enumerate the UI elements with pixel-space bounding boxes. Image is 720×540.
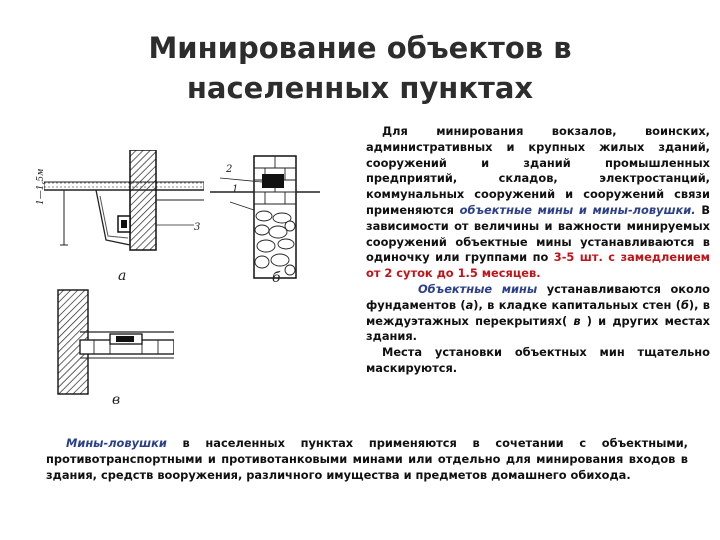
booby-traps-paragraph	[46, 436, 688, 483]
p1-highlight-quantity: 3-5 шт. с замедлением от 2 суток до 1.5 месяцев.	[366, 250, 710, 281]
p1-text-1: Для минирования вокзалов, воинских, административных и крупных жилых зданий, сооружений и зданий промышленных предприятий, складов, электростанций, коммунальных сооружений и сооружений связи применяются	[366, 124, 710, 217]
callout-1: 1	[232, 184, 239, 195]
p1-text-12: ) и других местах здания.	[366, 313, 710, 344]
p1-text-3: В зависимости от величины и важности минируемых сооружений объектные мины устанавливаются в одиночку или группами по	[366, 202, 711, 265]
dimension-label: 1—1,5м	[36, 168, 46, 205]
p1-text-10: ), в междуэтажных перекрытиях(	[366, 297, 710, 328]
p1-ref-c: в	[573, 313, 581, 328]
figure-a-label: а	[118, 268, 127, 284]
p1-ref-a: а	[465, 297, 474, 312]
figure-a-foundation	[44, 150, 204, 270]
figure-c-floor	[44, 288, 174, 396]
p1-ref-b: б	[680, 297, 689, 312]
p2-booby-traps-term: Мины-ловушки	[66, 436, 167, 450]
callout-3: 3	[194, 222, 201, 233]
p1-object-mines-term: Объектные мины	[418, 281, 538, 296]
p1-text-6: устанавливаются около фундаментов (	[366, 281, 710, 312]
p1-text-8: ), в кладке капитальных стен (	[473, 297, 681, 312]
p2-text: в населенных пунктах применяются в сочетании с объектными, противотранспортными и противотанковыми минами или отдельно для минирования входов в здания, средств вооружения, различного имущества и предметов домашнего обихода.	[46, 436, 688, 482]
callout-2: 2	[226, 164, 233, 175]
title-line-1: Минирование объектов в	[148, 31, 572, 65]
figure-c-label: в	[112, 392, 121, 408]
title-line-2: населенных пунктах	[186, 71, 534, 105]
figure-b-label: б	[272, 270, 281, 286]
description-paragraph	[366, 124, 710, 377]
p1-text-13: Места установки объектных мин тщательно маскируются.	[366, 345, 710, 375]
p1-highlight-mines: объектные мины и мины-ловушки.	[459, 202, 696, 217]
slide-title	[60, 28, 660, 108]
